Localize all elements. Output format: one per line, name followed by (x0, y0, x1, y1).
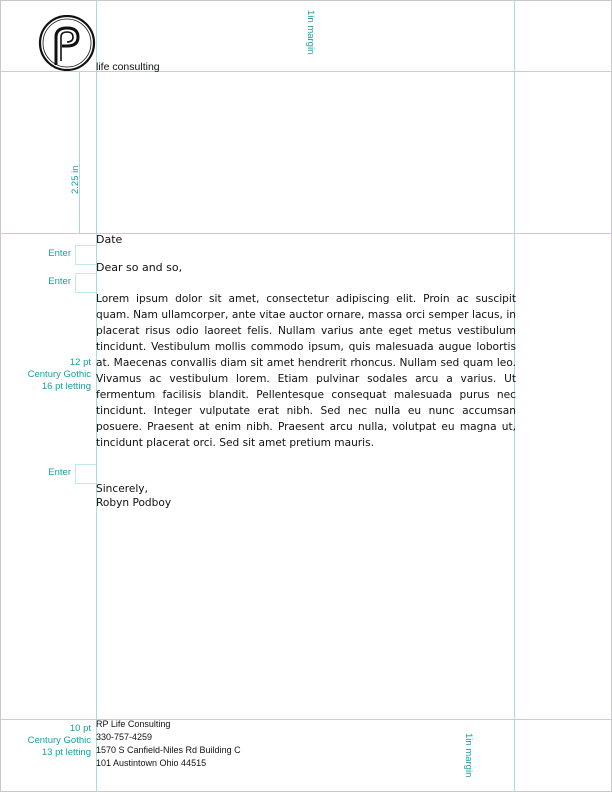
body-type-spec (4, 357, 91, 393)
letter-date: Date (96, 233, 123, 246)
letter-closing: Sincerely, (96, 483, 148, 495)
enter-spacer-1 (75, 245, 96, 265)
letter-salutation: Dear so and so, (96, 261, 183, 274)
footer-address-line-1: 1570 S Canfield-Niles Rd Building C (96, 745, 241, 755)
footer-type-spec (4, 723, 91, 759)
enter-spacer-2 (75, 273, 96, 293)
body-spec-size: 12 pt (69, 357, 91, 368)
logo-tagline: life consulting (96, 61, 160, 73)
enter-label-3: Enter (48, 467, 71, 478)
header-bottom-guide (0, 71, 612, 72)
header-dimension-guide (79, 71, 80, 233)
logo (38, 15, 98, 71)
enter-label-2: Enter (48, 276, 71, 287)
footer-spec-leading: 13 pt letting (41, 747, 91, 758)
body-spec-font: Century Gothic (27, 369, 91, 380)
header-height-label: 2.25 in (70, 165, 81, 194)
footer-contact (96, 718, 241, 770)
top-margin-label: 1in margin (305, 10, 316, 55)
bottom-margin-label: 1in margin (463, 733, 474, 778)
footer-spec-font: Century Gothic (27, 735, 91, 746)
enter-spacer-3 (75, 464, 96, 484)
rp-monogram-icon (38, 15, 98, 71)
letter-body: Lorem ipsum dolor sit amet, consectetur adipiscing elit. Proin ac suscipit quam. Nam ullamcorper, ante vitae auctor ornare, massa orci semper lacus, in placerat risus odio laoreet felis. Nullam varius ante eget metus vestibulum tincidunt. Vestibulum mollis commodo ipsum, quis malesuada augue lobortis at. Maecenas convallis diam sit amet hendrerit rhoncus. Nullam sed quam leo. Vivamus ac vestibulum lorem. Etiam pulvinar sodales arcu a varius. Ut fermentum facilisis blandit. Pellentesque consequat malesuada purus nec tincidunt. Integer vulputate erat nibh. Sed nec nulla eu nunc accumsan posuere. Praesent at enim nibh. Praesent arcu nulla, volutpat eu magna ut, tincidunt placerat orci. Sed sit amet pretium mauris. (96, 293, 516, 449)
footer-top-guide (0, 719, 612, 720)
footer-company: RP Life Consulting (96, 719, 171, 729)
enter-label-1: Enter (48, 248, 71, 259)
body-spec-leading: 16 pt letting (41, 381, 91, 392)
footer-spec-size: 10 pt (69, 723, 91, 734)
footer-address-line-2: 101 Austintown Ohio 44515 (96, 758, 207, 768)
footer-phone: 330-757-4259 (96, 732, 153, 742)
letter-signature: Robyn Podboy (96, 497, 172, 509)
